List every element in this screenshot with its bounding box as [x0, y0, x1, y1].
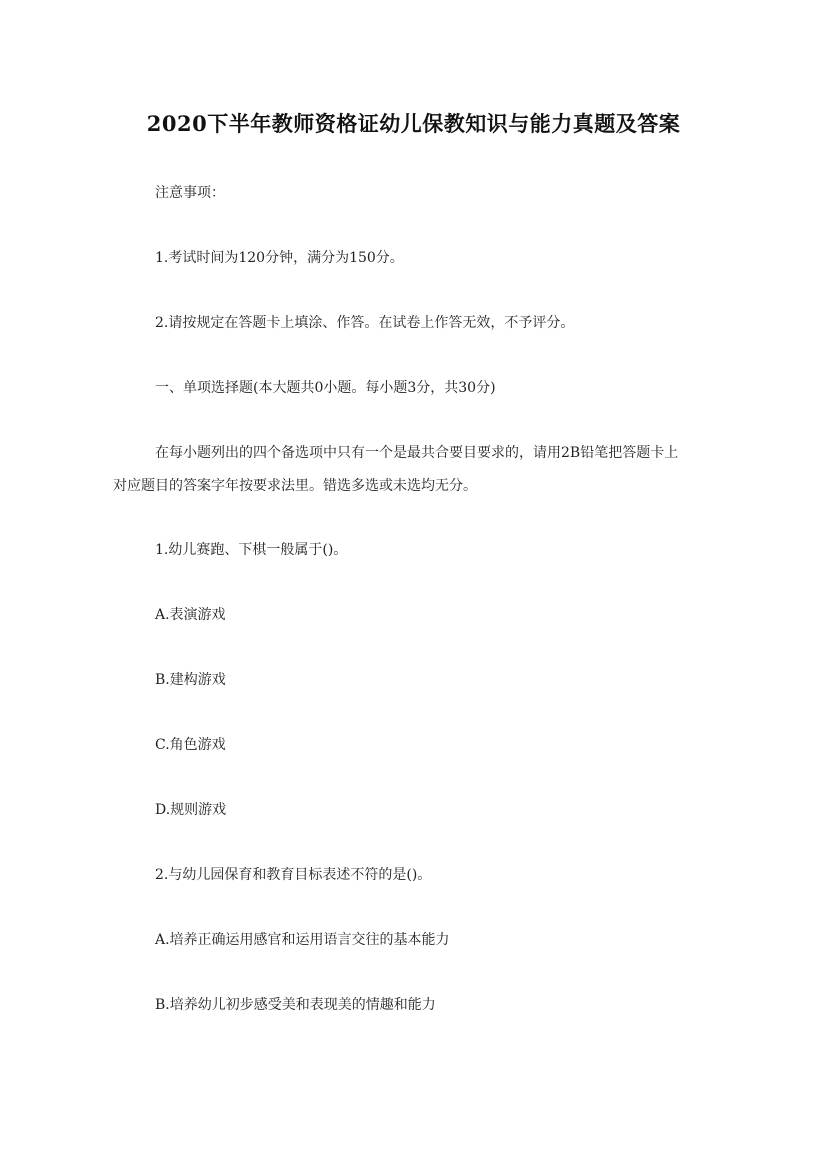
question-1-option-c: C.角色游戏 [155, 737, 226, 753]
question-2-stem: 2.与幼儿园保育和教育目标表述不符的是()。 [155, 867, 432, 883]
notice-item-2: 2.请按规定在答题卡上填涂、作答。在试卷上作答无效，不予评分。 [155, 315, 575, 331]
question-1-option-d: D.规则游戏 [155, 802, 227, 818]
section-heading: 一、单项选择题(本大题共0小题。每小题3分，共30分) [155, 380, 496, 396]
question-1-option-a: A.表演游戏 [155, 607, 226, 623]
notice-item-1: 1.考试时间为120分钟，满分为150分。 [155, 250, 404, 266]
notice-heading: 注意事项： [155, 185, 225, 201]
document-title: 2020下半年教师资格证幼儿保教知识与能力真题及答案 [146, 111, 681, 136]
question-1-option-b: B.建构游戏 [155, 672, 226, 688]
question-1-stem: 1.幼儿赛跑、下棋一般属于()。 [155, 542, 348, 558]
instructions-line-2: 对应题目的答案字年按要求法里。错选多选或未选均无分。 [113, 478, 477, 494]
instructions-line-1: 在每小题列出的四个备选项中只有一个是最共合要目要求的，请用2B铅笔把答题卡上 [155, 445, 679, 461]
question-2-option-a: A.培养正确运用感官和运用语言交往的基本能力 [155, 932, 450, 948]
question-2-option-b: B.培养幼儿初步感受美和表现美的情趣和能力 [155, 997, 436, 1013]
